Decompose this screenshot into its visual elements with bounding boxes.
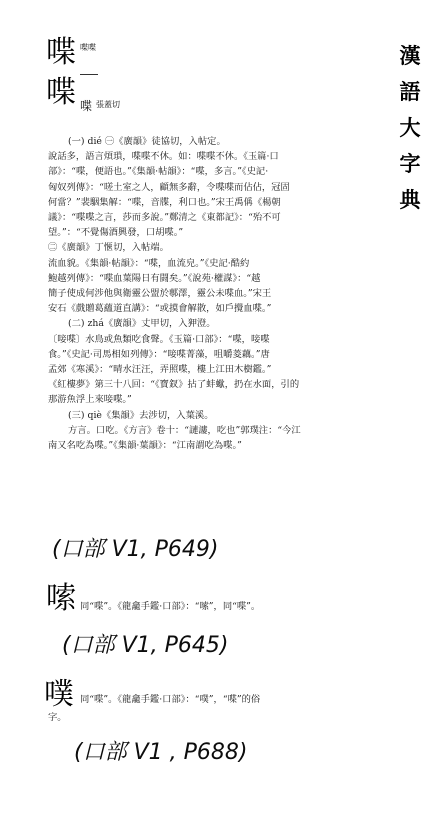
entry-line: (二) zhá《廣韻》丈甲切，入狎澄。: [68, 318, 216, 330]
title-char: 語: [399, 79, 421, 104]
entry-line: 同“喋”。《龍龕手鑑·口部》：“噗”，“喋”的俗: [80, 694, 261, 705]
entry-line: 流血貌。《集韻·帖韻》：“喋，血流皃。”《史記·酷約: [48, 257, 250, 269]
headword-2: 喋: [46, 75, 76, 110]
entry-line: 說話多，語言煩瑣，喋喋不休。如：喋喋不休。《玉篇·口: [48, 151, 279, 163]
entry-line: 孟郊《寒溪》：“晴水汪汪，弄照喋，樓上江田木樹鑑。”: [48, 364, 272, 376]
entry-line: 南又名吃為喋。”《集韻·葉韻》：“江南謂吃為喋。”: [48, 440, 242, 452]
entry-line: 鮑越列傳》：“喋血葉陽日有闘矣。”《說苑·權謀》：“越: [48, 272, 261, 284]
headword-2-note: 張蓋切: [96, 100, 120, 109]
entry-line: ㊁《廣韻》丁愜切，入帖端。: [48, 242, 169, 254]
entry-line: 議》：“喋喋之言，莎而多說。”鄭清之《東都記》：“殆不可: [48, 212, 281, 224]
headword-4: 噗: [44, 677, 74, 712]
entry-line: 簡子使成何涉他與衛靈公盟於鄟澤，靈公未喋血。”宋王: [48, 288, 272, 300]
entry-line: 《紅樓夢》第三十八回：“《寶釵》拈了蚌蠍，扔在水面，引的: [48, 379, 300, 391]
title-char: 大: [399, 115, 421, 140]
headword-1: 喋: [46, 35, 76, 70]
entry-line: 方言。口吃。《方言》卷十：“謰謱，吃也”郭璞注：“今江: [68, 424, 301, 436]
handwritten-reference-2: (口部 V1, P645): [62, 633, 229, 658]
dictionary-title: [397, 38, 423, 218]
entry-line: 〔唼喋〕水鳥或魚類吃食聲。《玉篇·口部》：“喋，唼喋: [48, 333, 270, 345]
headword-3: 嗦: [46, 581, 76, 616]
entry-line: 何當？”裴駰集解：“喋，音牒，利口也。”宋王禹偁《楊朝: [48, 196, 281, 208]
entry-line: (一) dié ㊀《廣韻》徒協切，入帖定。: [68, 136, 226, 147]
entry-line: 部》：“喋，便語也。”《集韻·帖韻》：“喋，多言。”《史記·: [48, 166, 269, 178]
entry-line: 望。”：“不覺傷酒興發，口胡喋。”: [48, 227, 184, 239]
entry-text: [48, 134, 384, 453]
entry-line: 食。”《史記·司馬相如列傳》：“唼喋菁藻，咀嚼菱藕。”唐: [48, 348, 270, 360]
headword-1-note: 喋喋: [80, 43, 96, 52]
handwritten-reference-1: (口部 V1, P649): [52, 537, 219, 562]
entry-line: 安石《戲贈葛蘊道直講》：“或摸會解散，如戶攪血喋。”: [48, 303, 272, 315]
title-char: 漢: [399, 43, 421, 68]
title-char: 字: [399, 151, 421, 176]
entry-line: 字。: [48, 712, 67, 723]
entry-line: 那游魚浮上來唼喋。”: [48, 394, 132, 406]
entry-line: 同“喋”。《龍龕手鑑·口部》：“嗦”，同“喋”。: [80, 601, 261, 612]
title-char: 典: [399, 187, 421, 212]
entry-line: (三) qiè《集韻》去涉切，入葉溪。: [68, 409, 214, 421]
handwritten-reference-3: (口部 V1 , P688): [74, 740, 248, 765]
divider: [80, 74, 98, 75]
entry-line: 匈奴列傳》：“嗟土室之人，顧無多辭，令喋喋而佔佔，冠固: [48, 181, 290, 193]
headword-2-sub: 喋: [80, 99, 93, 113]
